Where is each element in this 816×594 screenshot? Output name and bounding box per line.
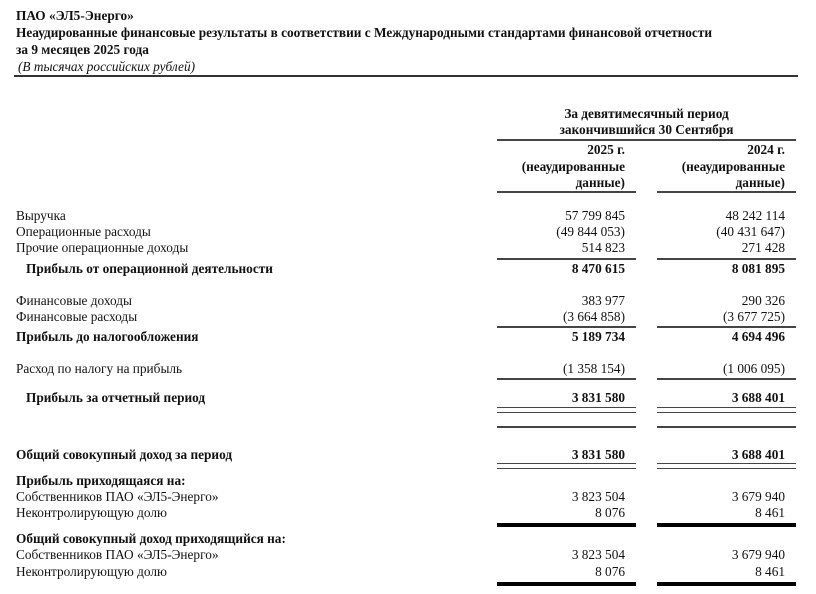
total-comprehensive-income-2024: 3 688 401 xyxy=(731,447,785,462)
row-label-nci-profit: Неконтролирующую долю xyxy=(16,505,167,520)
col-2024-header-underline xyxy=(657,191,796,193)
row-label-profit-before-tax: Прибыль до налогообложения xyxy=(16,329,199,344)
total-double-line xyxy=(657,407,796,413)
separator-line xyxy=(657,426,796,428)
col-2024-year: 2024 г. xyxy=(747,142,785,157)
row-label-total-comprehensive-income: Общий совокупный доход за период xyxy=(16,447,233,462)
operating-expenses-2024: (40 431 647) xyxy=(716,224,785,239)
total-double-line xyxy=(497,407,636,413)
period-group-line2: закончившийся 30 Сентября xyxy=(559,122,734,137)
report-title: Неаудированные финансовые результаты в соответствии с Международными стандартами финансовой отчетности xyxy=(16,25,713,40)
subtotal-line xyxy=(497,258,636,260)
total-double-line xyxy=(497,463,636,469)
total-thick-line xyxy=(497,582,636,586)
report-period: за 9 месяцев 2025 года xyxy=(16,42,149,57)
row-label-tci-attributable-to: Общий совокупный доход приходящийся на: xyxy=(16,531,286,546)
row-label-operating-profit: Прибыль от операционной деятельности xyxy=(26,261,273,276)
col-2024-note1: (неаудированные xyxy=(681,159,785,174)
col-2025-year: 2025 г. xyxy=(587,142,625,157)
owners-profit-2024: 3 679 940 xyxy=(731,489,785,504)
nci-profit-2024: 8 461 xyxy=(755,505,785,520)
profit-before-tax-2024: 4 694 496 xyxy=(731,329,785,344)
row-label-finance-income: Финансовые доходы xyxy=(16,293,132,308)
other-operating-income-2025: 514 823 xyxy=(581,240,625,255)
finance-expenses-2025: (3 664 858) xyxy=(562,309,625,324)
finance-income-2024: 290 326 xyxy=(741,293,785,308)
total-comprehensive-income-2025: 3 831 580 xyxy=(571,447,625,462)
revenue-2024: 48 242 114 xyxy=(725,208,785,223)
other-operating-income-2024: 271 428 xyxy=(741,240,785,255)
col-2025-note2: данные) xyxy=(575,175,625,190)
units-note: (В тысячах российских рублей) xyxy=(18,59,196,74)
separator-line xyxy=(497,426,636,428)
row-label-profit-attributable-to: Прибыль приходящаяся на: xyxy=(16,473,186,488)
period-group-line1: За девятимесячный период xyxy=(564,106,729,121)
total-double-line xyxy=(657,463,796,469)
owners-tci-2024: 3 679 940 xyxy=(731,547,785,562)
nci-profit-2025: 8 076 xyxy=(595,505,625,520)
col-2025-note1: (неаудированные xyxy=(521,159,625,174)
total-thick-line xyxy=(497,523,636,527)
profit-before-tax-2025: 5 189 734 xyxy=(571,329,625,344)
nci-tci-2025: 8 076 xyxy=(595,564,625,579)
row-label-revenue: Выручка xyxy=(16,208,66,223)
row-label-finance-expenses: Финансовые расходы xyxy=(16,309,138,324)
profit-for-period-2024: 3 688 401 xyxy=(731,390,785,405)
profit-for-period-2025: 3 831 580 xyxy=(571,390,625,405)
row-label-nci-tci: Неконтролирующую долю xyxy=(16,564,167,579)
row-label-owners-tci: Собственников ПАО «ЭЛ5-Энерго» xyxy=(16,547,219,562)
company-name: ПАО «ЭЛ5-Энерго» xyxy=(16,8,134,23)
owners-profit-2025: 3 823 504 xyxy=(571,489,625,504)
row-label-income-tax: Расход по налогу на прибыль xyxy=(16,361,183,376)
subtotal-line xyxy=(657,378,796,380)
row-label-owners-profit: Собственников ПАО «ЭЛ5-Энерго» xyxy=(16,489,219,504)
row-label-other-operating-income: Прочие операционные доходы xyxy=(16,240,189,255)
col-2024-note2: данные) xyxy=(735,175,785,190)
income-tax-2025: (1 358 154) xyxy=(562,361,625,376)
total-thick-line xyxy=(657,582,796,586)
owners-tci-2025: 3 823 504 xyxy=(571,547,625,562)
operating-profit-2024: 8 081 895 xyxy=(731,261,785,276)
subtotal-line xyxy=(657,326,796,328)
finance-expenses-2024: (3 677 725) xyxy=(722,309,785,324)
total-thick-line xyxy=(657,523,796,527)
col-2025-header-underline xyxy=(497,191,636,193)
header-divider xyxy=(14,75,798,77)
subtotal-line xyxy=(657,258,796,260)
row-label-profit-for-period: Прибыль за отчетный период xyxy=(26,390,206,405)
subtotal-line xyxy=(497,326,636,328)
operating-profit-2025: 8 470 615 xyxy=(571,261,625,276)
operating-expenses-2025: (49 844 053) xyxy=(556,224,625,239)
row-label-operating-expenses: Операционные расходы xyxy=(16,224,151,239)
subtotal-line xyxy=(497,378,636,380)
income-tax-2024: (1 006 095) xyxy=(722,361,785,376)
finance-income-2025: 383 977 xyxy=(581,293,625,308)
group-header-divider xyxy=(497,139,796,141)
revenue-2025: 57 799 845 xyxy=(565,208,625,223)
nci-tci-2024: 8 461 xyxy=(755,564,785,579)
